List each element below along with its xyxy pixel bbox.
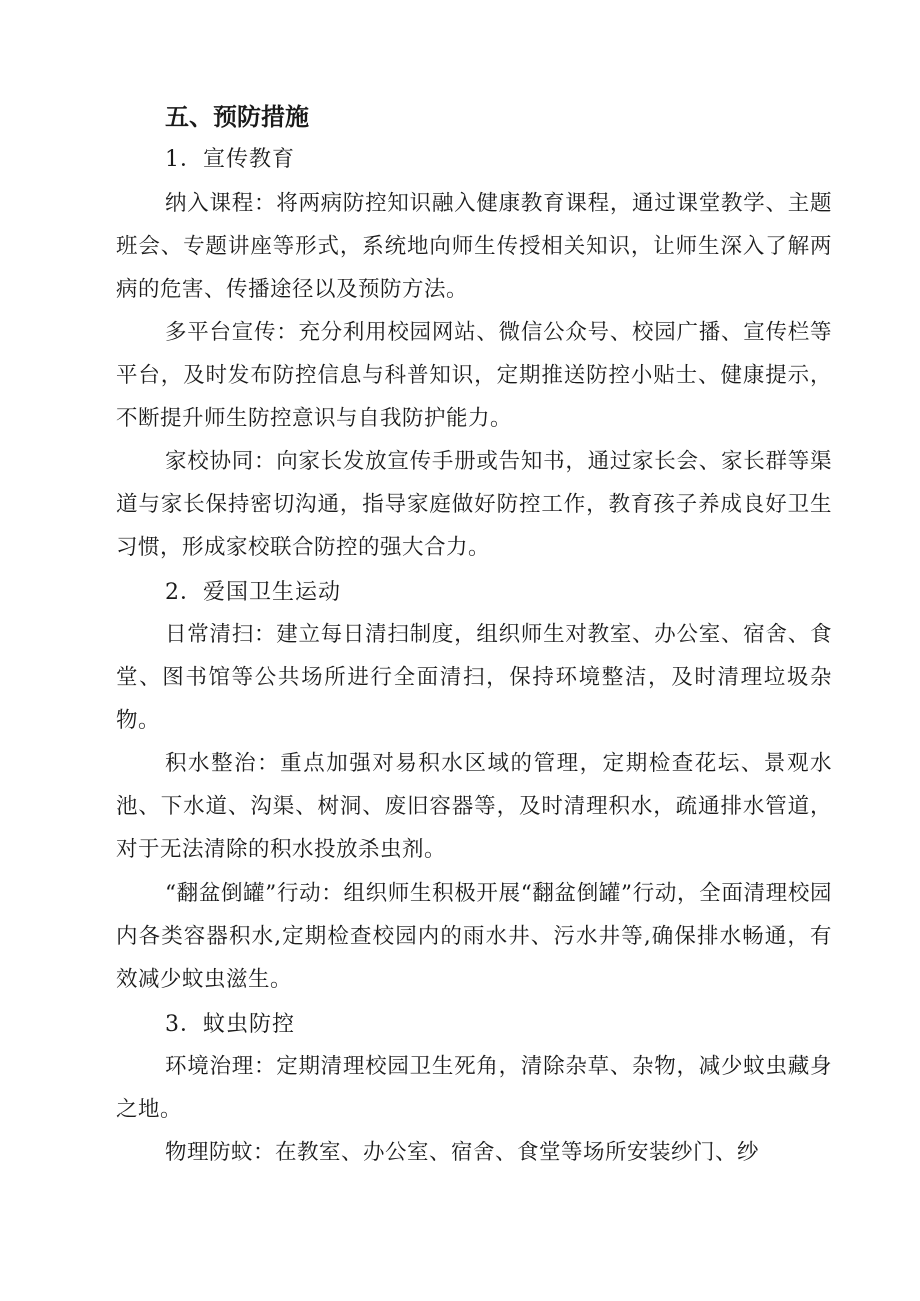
paragraph: 物理防蚊：在教室、办公室、宿舍、食堂等场所安装纱门、纱 [165, 1140, 760, 1165]
paragraph: 积水整治：重点加强对易积水区域的管理，定期检查花坛、景观水池、下水道、沟渠、树洞、废旧容器等，及时清理积水，疏通排水管道，对于无法清除的积水投放杀虫剂。 [116, 751, 832, 862]
subsection-heading: 3．蚊虫防控 [165, 1012, 295, 1037]
paragraph: 多平台宣传：充分利用校园网站、微信公众号、校园广播、宣传栏等平台，及时发布防控信息与科普知识，定期推送防控小贴士、健康提示，不断提升师生防控意识与自我防护能力。 [116, 320, 832, 431]
subsection-heading: 1．宣传教育 [165, 147, 295, 172]
paragraph: 环境治理：定期清理校园卫生死角，清除杂草、杂物，减少蚊虫藏身之地。 [116, 1054, 832, 1122]
paragraph: 日常清扫：建立每日清扫制度，组织师生对教室、办公室、宿舍、食堂、图书馆等公共场所进行全面清扫，保持环境整洁，及时清理垃圾杂物。 [116, 622, 832, 733]
paragraph: “翻盆倒罐”行动：组织师生积极开展“翻盆倒罐”行动，全面清理校园内各类容器积水,定期检查校园内的雨水井、污水井等,确保排水畅通，有效减少蚊虫滋生。 [116, 881, 832, 992]
section-title: 五、预防措施 [165, 103, 309, 131]
subsection-heading: 2．爱国卫生运动 [165, 580, 341, 605]
paragraph: 家校协同：向家长发放宣传手册或告知书，通过家长会、家长群等渠道与家长保持密切沟通，指导家庭做好防控工作，教育孩子养成良好卫生习惯，形成家校联合防控的强大合力。 [116, 449, 832, 560]
paragraph: 纳入课程：将两病防控知识融入健康教育课程，通过课堂教学、主题班会、专题讲座等形式，系统地向师生传授相关知识，让师生深入了解两病的危害、传播途径以及预防方法。 [116, 191, 832, 302]
